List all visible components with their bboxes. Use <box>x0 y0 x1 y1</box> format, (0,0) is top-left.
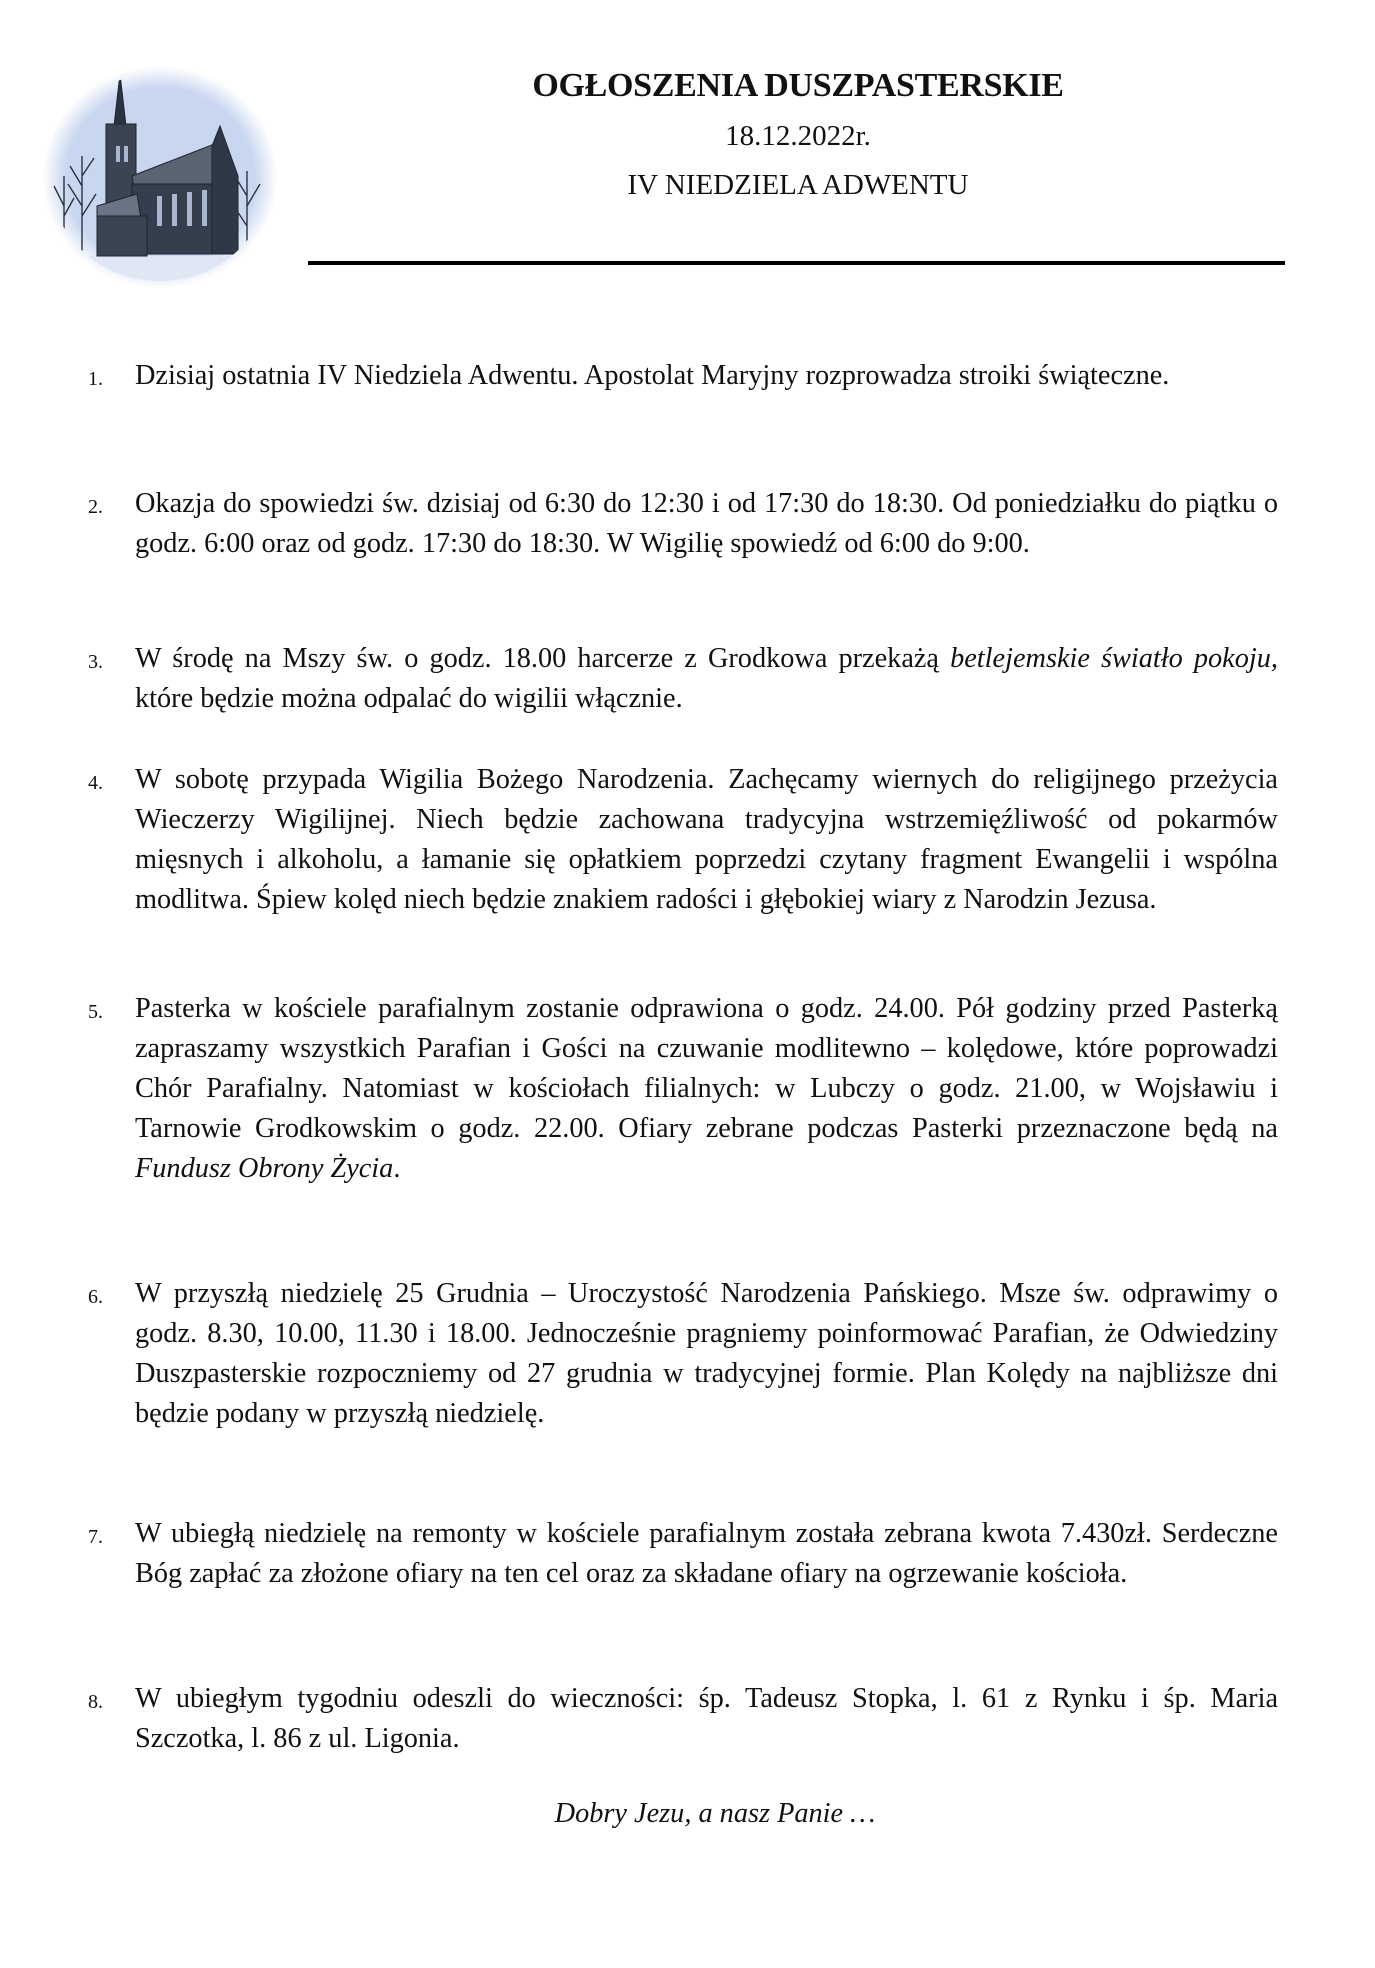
text-segment: W ubiegłą niedzielę na remonty w kościele parafialnym została zebrana kwota 7.430zł. Serdeczne Bóg zapłać za złożone ofiary na ten cel oraz za składane ofiary na ogrzewanie kościoła. <box>135 1518 1278 1589</box>
item-number: 2. <box>88 496 103 518</box>
text-segment: W przyszłą niedzielę 25 Grudnia – Uroczystość Narodzenia Pańskiego. Msze św. odprawimy o godz. 8.30, 10.00, 11.30 i 18.00. Jednocześnie pragniemy poinformować Parafian, że Odwiedziny Duszpasterskie rozpoczniemy od 27 grudnia w tradycyjnej formie. Plan Kolędy na najbliższe dni będzie podany w przyszłą niedzielę. <box>135 1278 1278 1429</box>
italic-text-segment: betlejemskie światło pokoju, <box>950 643 1278 674</box>
item-number: 4. <box>88 772 103 794</box>
parish-logo <box>42 66 278 288</box>
subtitle: IV NIEDZIELA ADWENTU <box>627 169 969 201</box>
header <box>498 0 1098 240</box>
text-segment: W ubiegłym tygodniu odeszli do wieczności: śp. Tadeusz Stopka, l. 61 z Rynku i śp. Maria Szczotka, l. 86 z ul. Ligonia. <box>135 1683 1278 1754</box>
text-segment: które będzie można odpalać do wigilii włącznie. <box>135 683 683 714</box>
church-drawing-icon <box>42 66 278 288</box>
item-text <box>135 1514 1278 1594</box>
item-text <box>135 760 1278 920</box>
item-number: 3. <box>88 651 103 673</box>
text-segment: Okazja do spowiedzi św. dzisiaj od 6:30 do 12:30 i od 17:30 do 18:30. Od poniedziałku do piątku o godz. 6:00 oraz od godz. 17:30 do 18:30. W Wigilię spowiedź od 6:00 do 9:00. <box>135 488 1278 559</box>
header-divider <box>308 261 1285 265</box>
page-title: OGŁOSZENIA DUSZPASTERSKIE <box>532 67 1064 104</box>
item-text <box>135 639 1278 719</box>
closing-line: Dobry Jezu, a nasz Panie … <box>554 1798 876 1829</box>
item-number: 6. <box>88 1286 103 1308</box>
item-number: 1. <box>88 368 103 390</box>
item-text <box>135 1679 1278 1759</box>
item-number: 5. <box>88 1001 103 1023</box>
item-text <box>135 1274 1278 1434</box>
text-segment: Pasterka w kościele parafialnym zostanie odprawiona o godz. 24.00. Pół godziny przed Pasterką zapraszamy wszystkich Parafian i Gości na czuwanie modlitewno – kolędowe, które poprowadzi Chór Parafialny. Natomiast w kościołach filialnych: w Lubczy o godz. 21.00, w Wojsławiu i Tarnowie Grodkowskim o godz. 22.00. Ofiary zebrane podczas Pasterki przeznaczone będą na <box>135 993 1278 1144</box>
item-text <box>135 484 1278 564</box>
text-segment: Dzisiaj ostatnia IV Niedziela Adwentu. Apostolat Maryjny rozprowadza stroiki świąteczne. <box>135 360 1170 391</box>
item-number: 8. <box>88 1691 103 1713</box>
date: 18.12.2022r. <box>725 120 871 152</box>
text-segment: W środę na Mszy św. o godz. 18.00 harcerze z Grodkowa przekażą <box>135 643 951 674</box>
text-segment: . <box>393 1153 401 1184</box>
item-text <box>135 356 1278 396</box>
text-segment: W sobotę przypada Wigilia Bożego Narodzenia. Zachęcamy wiernych do religijnego przeżycia Wieczerzy Wigilijnej. Niech będzie zachowana tradycyjna wstrzemięźliwość od pokarmów mięsnych i alkoholu, a łamanie się opłatkiem poprzedzi czytany fragment Ewangelii i wspólna modlitwa. Śpiew kolęd niech będzie znakiem radości i głębokiej wiary z Narodzin Jezusa. <box>135 764 1278 915</box>
item-text <box>135 989 1278 1189</box>
item-number: 7. <box>88 1526 103 1548</box>
italic-text-segment: Fundusz Obrony Życia <box>135 1153 394 1184</box>
